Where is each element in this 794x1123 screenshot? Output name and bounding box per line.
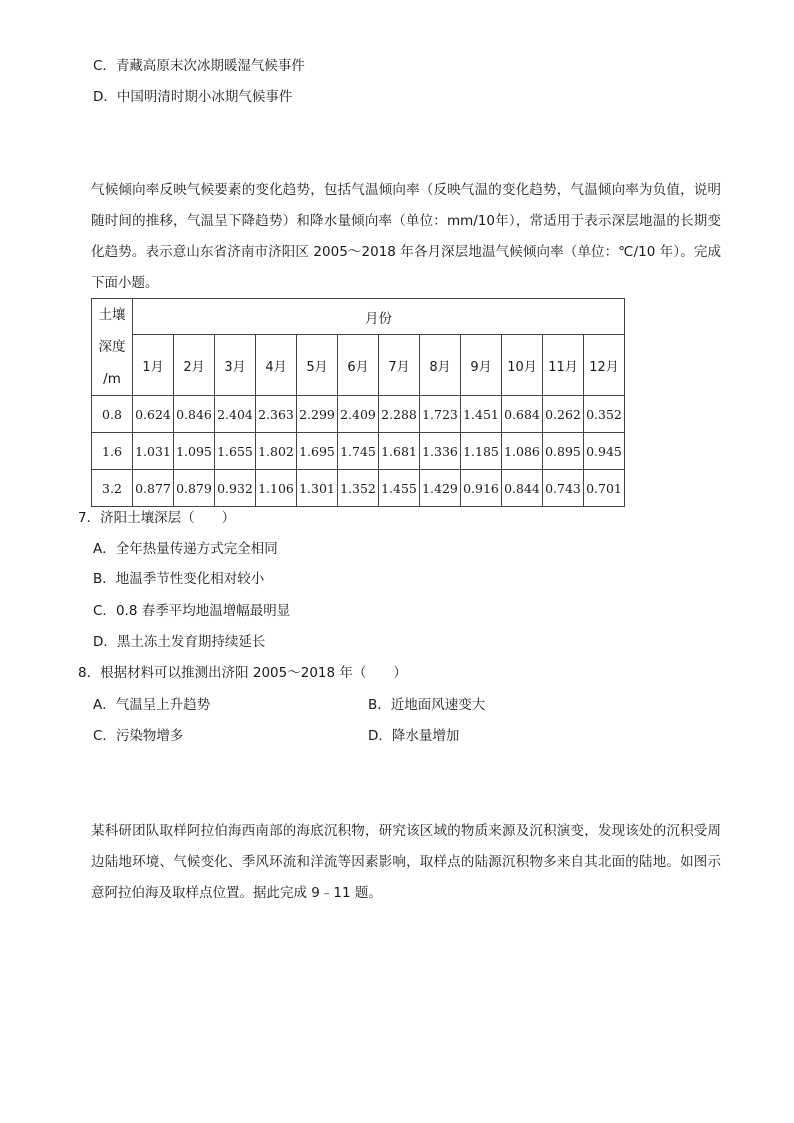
- value-cell: 1.802: [256, 433, 297, 470]
- option-letter: D．: [93, 89, 117, 105]
- month-header: 8月: [420, 335, 461, 396]
- option-text: 降水量增加: [391, 728, 460, 744]
- option-d-prev: [93, 88, 292, 106]
- value-cell: 2.299: [297, 396, 338, 433]
- value-cell: 0.932: [215, 470, 256, 507]
- option-text: 青藏高原末次冰期暖湿气候事件: [115, 58, 305, 74]
- option-text: 气温呈上升趋势: [115, 697, 211, 713]
- option-letter: C．: [93, 58, 116, 74]
- value-cell: 2.288: [379, 396, 420, 433]
- value-cell: 2.404: [215, 396, 256, 433]
- option-text: 污染物增多: [115, 728, 184, 744]
- question-8-option-d: [368, 727, 459, 745]
- option-text: 地温季节性变化相对较小: [115, 571, 265, 587]
- month-header: 1月: [133, 335, 174, 396]
- month-header: 4月: [256, 335, 297, 396]
- month-header: 5月: [297, 335, 338, 396]
- value-cell: 1.185: [461, 433, 502, 470]
- value-cell: 1.655: [215, 433, 256, 470]
- value-cell: 0.624: [133, 396, 174, 433]
- value-cell: 2.409: [338, 396, 379, 433]
- month-header: 6月: [338, 335, 379, 396]
- value-cell: 0.262: [543, 396, 584, 433]
- question-7-option-b: [93, 570, 264, 588]
- value-cell: 0.844: [502, 470, 543, 507]
- month-header: 9月: [461, 335, 502, 396]
- question-8-option-b: [368, 696, 485, 714]
- value-cell: 0.877: [133, 470, 174, 507]
- value-cell: 1.301: [297, 470, 338, 507]
- option-letter: A．: [93, 541, 116, 557]
- option-letter: A．: [93, 697, 116, 713]
- option-letter: C．: [93, 728, 116, 744]
- month-header: 3月: [215, 335, 256, 396]
- depth-header-line-1: 土壤: [98, 307, 126, 323]
- value-cell: 1.745: [338, 433, 379, 470]
- value-cell: 0.916: [461, 470, 502, 507]
- question-7-option-d: [93, 633, 265, 651]
- table-row: [92, 433, 625, 470]
- value-cell: 1.352: [338, 470, 379, 507]
- month-header: 10月: [502, 335, 543, 396]
- value-cell: 0.945: [584, 433, 625, 470]
- depth-header-line-2: 深度: [98, 339, 126, 355]
- value-cell: 0.743: [543, 470, 584, 507]
- option-text: 全年热量传递方式完全相同: [115, 541, 278, 557]
- value-cell: 1.695: [297, 433, 338, 470]
- depth-cell: 0.8: [92, 396, 133, 433]
- month-group-header: [133, 299, 625, 335]
- question-8-option-c: [93, 727, 183, 745]
- month-header: 12月: [584, 335, 625, 396]
- question-7-option-c: [93, 602, 290, 620]
- question-7-option-a: [93, 540, 278, 558]
- value-cell: 1.723: [420, 396, 461, 433]
- value-cell: 1.429: [420, 470, 461, 507]
- value-cell: 1.455: [379, 470, 420, 507]
- depth-cell: 3.2: [92, 470, 133, 507]
- depth-cell: 1.6: [92, 433, 133, 470]
- option-letter: B．: [368, 697, 391, 713]
- option-letter: B．: [93, 571, 116, 587]
- option-letter: D．: [368, 728, 392, 744]
- option-text: 0.8 春季平均地温增幅最明显: [115, 603, 291, 619]
- ground-temperature-table: [91, 298, 625, 507]
- option-text: 黑土冻土发育期持续延长: [116, 634, 266, 650]
- value-cell: 1.031: [133, 433, 174, 470]
- option-text: 近地面风速变大: [390, 697, 486, 713]
- passage-climate-trend: 气候倾向率反映气候要素的变化趋势，包括气温倾向率（反映气温的变化趋势，气温倾向率为负值，说明随时间的推移，气温呈下降趋势）和降水量倾向率（单位：mm/10年），常适用于表示深层地温的长期变化趋势。表示意山东省济南市济阳区 2005～2018 年各月深层地温气候倾向率（单位：℃/10 年）。完成下面小题。: [91, 182, 721, 291]
- value-cell: 0.879: [174, 470, 215, 507]
- depth-header-cell: [92, 299, 133, 396]
- value-cell: 0.352: [584, 396, 625, 433]
- value-cell: 1.095: [174, 433, 215, 470]
- month-header: 11月: [543, 335, 584, 396]
- value-cell: 0.846: [174, 396, 215, 433]
- table-row: [92, 470, 625, 507]
- value-cell: 2.363: [256, 396, 297, 433]
- question-8-stem: 8．根据材料可以推测出济阳 2005～2018 年（ ）: [78, 665, 407, 681]
- table-row: [92, 396, 625, 433]
- depth-header-line-3: /m: [103, 371, 121, 387]
- question-7-stem: 7．济阳土壤深层（ ）: [78, 510, 236, 526]
- passage-arabian-sea: 某科研团队取样阿拉伯海西南部的海底沉积物，研究该区域的物质来源及沉积演变，发现该处的沉积受周边陆地环境、气候变化、季风环流和洋流等因素影响，取样点的陆源沉积物多来自其北面的陆地。如图示意阿拉伯海及取样点位置。据此完成 9﹣11 题。: [91, 823, 721, 901]
- value-cell: 1.106: [256, 470, 297, 507]
- question-8-option-a: [93, 696, 210, 714]
- option-letter: D．: [93, 634, 117, 650]
- value-cell: 1.336: [420, 433, 461, 470]
- month-header: 2月: [174, 335, 215, 396]
- value-cell: 0.684: [502, 396, 543, 433]
- month-header-row: [92, 335, 625, 396]
- value-cell: 0.895: [543, 433, 584, 470]
- value-cell: 0.701: [584, 470, 625, 507]
- option-text: 中国明清时期小冰期气候事件: [116, 89, 293, 105]
- value-cell: 1.086: [502, 433, 543, 470]
- option-letter: C．: [93, 603, 116, 619]
- value-cell: 1.451: [461, 396, 502, 433]
- value-cell: 1.681: [379, 433, 420, 470]
- month-group-label: 月份: [365, 310, 392, 327]
- month-header: 7月: [379, 335, 420, 396]
- option-c-prev: [93, 57, 305, 75]
